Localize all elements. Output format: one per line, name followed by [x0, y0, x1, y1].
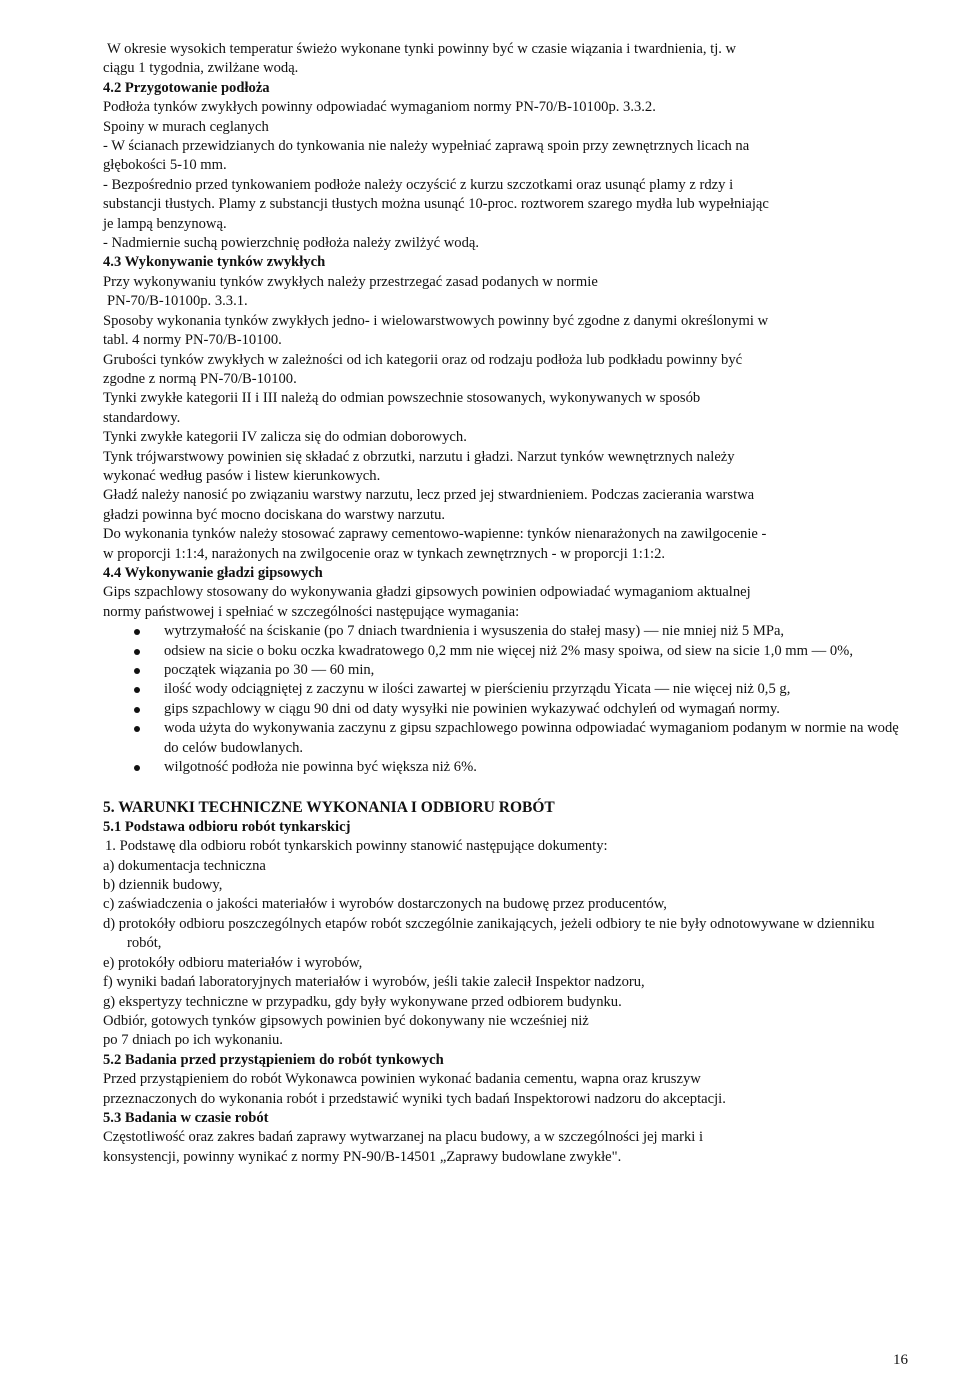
list-item: [103, 642, 911, 661]
list-item: a) dokumentacja techniczna: [103, 857, 266, 874]
body-text: [103, 40, 911, 622]
text-line: głębokości 5-10 mm.: [103, 157, 227, 174]
requirements-list: [103, 622, 911, 777]
list-item: d) protokóły odbioru poszczególnych etapów robót szczególnie zanikających, jeżeli odbiory te nie były odnotowywane w dzienniku robót,: [103, 915, 875, 952]
paragraph: konsystencji, powinny wynikać z normy PN-90/B-14501 „Zaprawy budowlane zwykłe".: [103, 1148, 622, 1165]
bullet-icon: [134, 629, 140, 635]
list-item: [103, 661, 911, 680]
text-line: normy państwowej i spełniać w szczególności następujące wymagania:: [103, 603, 520, 620]
subsection-heading: 5.1 Podstawa odbioru robót tynkarskicj: [103, 818, 351, 835]
paragraph: przeznaczonych do wykonania robót i przedstawić wyniki tych badań Inspektorowi nadzoru do akceptacji.: [103, 1090, 726, 1107]
text-line: w proporcji 1:1:4, narażonych na zwilgocenie oraz w tynkach zewnętrznych - w proporcji 1:1:2.: [103, 545, 666, 562]
text-line: standardowy.: [103, 409, 181, 426]
list-item-text: odsiew na sicie o boku oczka kwadratowego 0,2 mm nie więcej niż 2% masy spoiwa, od siew na sicie 1,0 mm — 0%,: [164, 642, 853, 659]
list-item-text: wytrzymałość na ściskanie (po 7 dniach twardnienia i wysuszenia do stałej masy) — nie mniej niż 5 MPa,: [164, 623, 785, 640]
section-heading: 4.2 Przygotowanie podłoża: [103, 79, 270, 96]
bullet-icon: [134, 649, 140, 655]
paragraph: Częstotliwość oraz zakres badań zaprawy wytwarzanej na placu budowy, a w szczególności jej marki i: [103, 1129, 703, 1146]
text-line: Gładź należy nanosić po związaniu warstwy narzutu, lecz przed jej stwardnieniem. Podczas zacierania warstwa: [103, 487, 755, 504]
text-line: tabl. 4 normy PN-70/B-10100.: [103, 332, 282, 349]
list-item-text: początek wiązania po 30 — 60 min,: [164, 662, 375, 678]
paragraph: Przed przystąpieniem do robót Wykonawca powinien wykonać badania cementu, wapna oraz kruszyw: [103, 1071, 701, 1088]
list-item: [103, 622, 911, 641]
page-number: 16: [893, 1352, 908, 1368]
text-line: Gips szpachlowy stosowany do wykonywania gładzi gipsowych powinien odpowiadać wymaganiom aktualnej: [103, 584, 751, 601]
paragraph: po 7 dniach po ich wykonaniu.: [103, 1032, 283, 1049]
list-item: [103, 680, 911, 699]
text-line: je lampą benzynową.: [103, 215, 227, 232]
list-item: c) zaświadczenia o jakości materiałów i wyrobów dostarczonych na budowę przez producentów,: [103, 896, 667, 913]
list-item-text: gips szpachlowy w ciągu 90 dni od daty wysyłki nie powinien wykazywać odchyleń od wymagań normy.: [164, 700, 780, 717]
text-line: W okresie wysokich temperatur świeżo wykonane tynki powinny być w czasie wiązania i twardnienia, tj. w: [107, 41, 737, 57]
bullet-icon: [134, 668, 140, 674]
text-line: - W ścianach przewidzianych do tynkowania nie należy wypełniać zaprawą spoin przy zewnętrznych licach na: [103, 138, 750, 155]
list-item-text: ilość wody odciągniętej z zaczynu w ilości zawartej w pierścieniu przyrządu Yicata — nie więcej niż 0,5 g,: [164, 681, 791, 698]
list-item: [103, 700, 911, 719]
text-line: Do wykonania tynków należy stosować zaprawy cementowo-wapienne: tynków nienarażonych na zawilgocenie -: [103, 526, 767, 543]
bullet-icon: [134, 726, 140, 732]
text-line: Przy wykonywaniu tynków zwykłych należy przestrzegać zasad podanych w normie: [103, 273, 598, 290]
subsection-heading: 5.2 Badania przed przystąpieniem do robót tynkowych: [103, 1051, 444, 1068]
text-line: PN-70/B-10100p. 3.3.1.: [107, 293, 248, 310]
paragraph: 1. Podstawę dla odbioru robót tynkarskich powinny stanowić następujące dokumenty:: [105, 838, 608, 855]
text-line: Sposoby wykonania tynków zwykłych jedno- i wielowarstwowych powinny być zgodne z danymi określonymi w: [103, 312, 769, 329]
text-line: gładzi powinna być mocno dociskana do warstwy narzutu.: [103, 506, 446, 523]
list-item-text: wilgotność podłoża nie powinna być większa niż 6%.: [164, 759, 477, 776]
text-line: ciągu 1 tygodnia, zwilżane wodą.: [103, 60, 299, 77]
document-page: [103, 40, 911, 1167]
list-item: [103, 758, 911, 777]
section-heading: 4.4 Wykonywanie gładzi gipsowych: [103, 564, 323, 581]
text-line: Grubości tynków zwykłych w zależności od ich kategorii oraz od rodzaju podłoża lub podkładu powinny być: [103, 351, 743, 368]
text-line: Podłoża tynków zwykłych powinny odpowiadać wymaganiom normy PN-70/B-10100p. 3.3.2.: [103, 99, 656, 116]
text-line: substancji tłustych. Plamy z substancji tłustych można usunąć 10-proc. roztworem szarego mydła lub wypełniając: [103, 196, 769, 213]
subsection-heading: 5.3 Badania w czasie robót: [103, 1109, 269, 1126]
text-line: Tynki zwykłe kategorii IV zalicza się do odmian doborowych.: [103, 429, 467, 446]
bullet-icon: [134, 765, 140, 771]
text-line: - Bezpośrednio przed tynkowaniem podłoże należy oczyścić z kurzu szczotkami oraz usunąć plamy z rdzy i: [103, 176, 734, 193]
list-item: f) wyniki badań laboratoryjnych materiałów i wyrobów, jeśli takie zalecił Inspektor nadzoru,: [103, 974, 645, 991]
list-item-text: woda użyta do wykonywania zaczynu z gipsu szpachlowego powinna odpowiadać wymaganiom podanym w normie na wodę do celów budowlanych.: [164, 720, 899, 756]
list-item: b) dziennik budowy,: [103, 877, 223, 894]
list-item: e) protokóły odbioru materiałów i wyrobów,: [103, 954, 363, 971]
documents-list: [103, 857, 911, 1012]
bullet-icon: [134, 707, 140, 713]
section-heading: 4.3 Wykonywanie tynków zwykłych: [103, 254, 326, 271]
paragraph: Odbiór, gotowych tynków gipsowych powinien być dokonywany nie wcześniej niż: [103, 1012, 589, 1029]
text-line: wykonać według pasów i listew kierunkowych.: [103, 467, 381, 484]
text-line: Tynk trójwarstwowy powinien się składać z obrzutki, narzutu i gładzi. Narzut tynków wewnętrznych należy: [103, 448, 735, 465]
text-line: zgodne z normą PN-70/B-10100.: [103, 370, 297, 387]
section-heading: 5. WARUNKI TECHNICZNE WYKONANIA I ODBIORU ROBÓT: [103, 799, 555, 817]
text-line: Tynki zwykłe kategorii II i III należą do odmian powszechnie stosowanych, wykonywanych w sposób: [103, 390, 701, 407]
text-line: Spoiny w murach ceglanych: [103, 118, 269, 135]
text-line: - Nadmiernie suchą powierzchnię podłoża należy zwilżyć wodą.: [103, 235, 480, 252]
list-item: [103, 719, 911, 758]
bullet-icon: [134, 687, 140, 693]
list-item: g) ekspertyzy techniczne w przypadku, gdy były wykonywane przed odbiorem budynku.: [103, 993, 622, 1010]
